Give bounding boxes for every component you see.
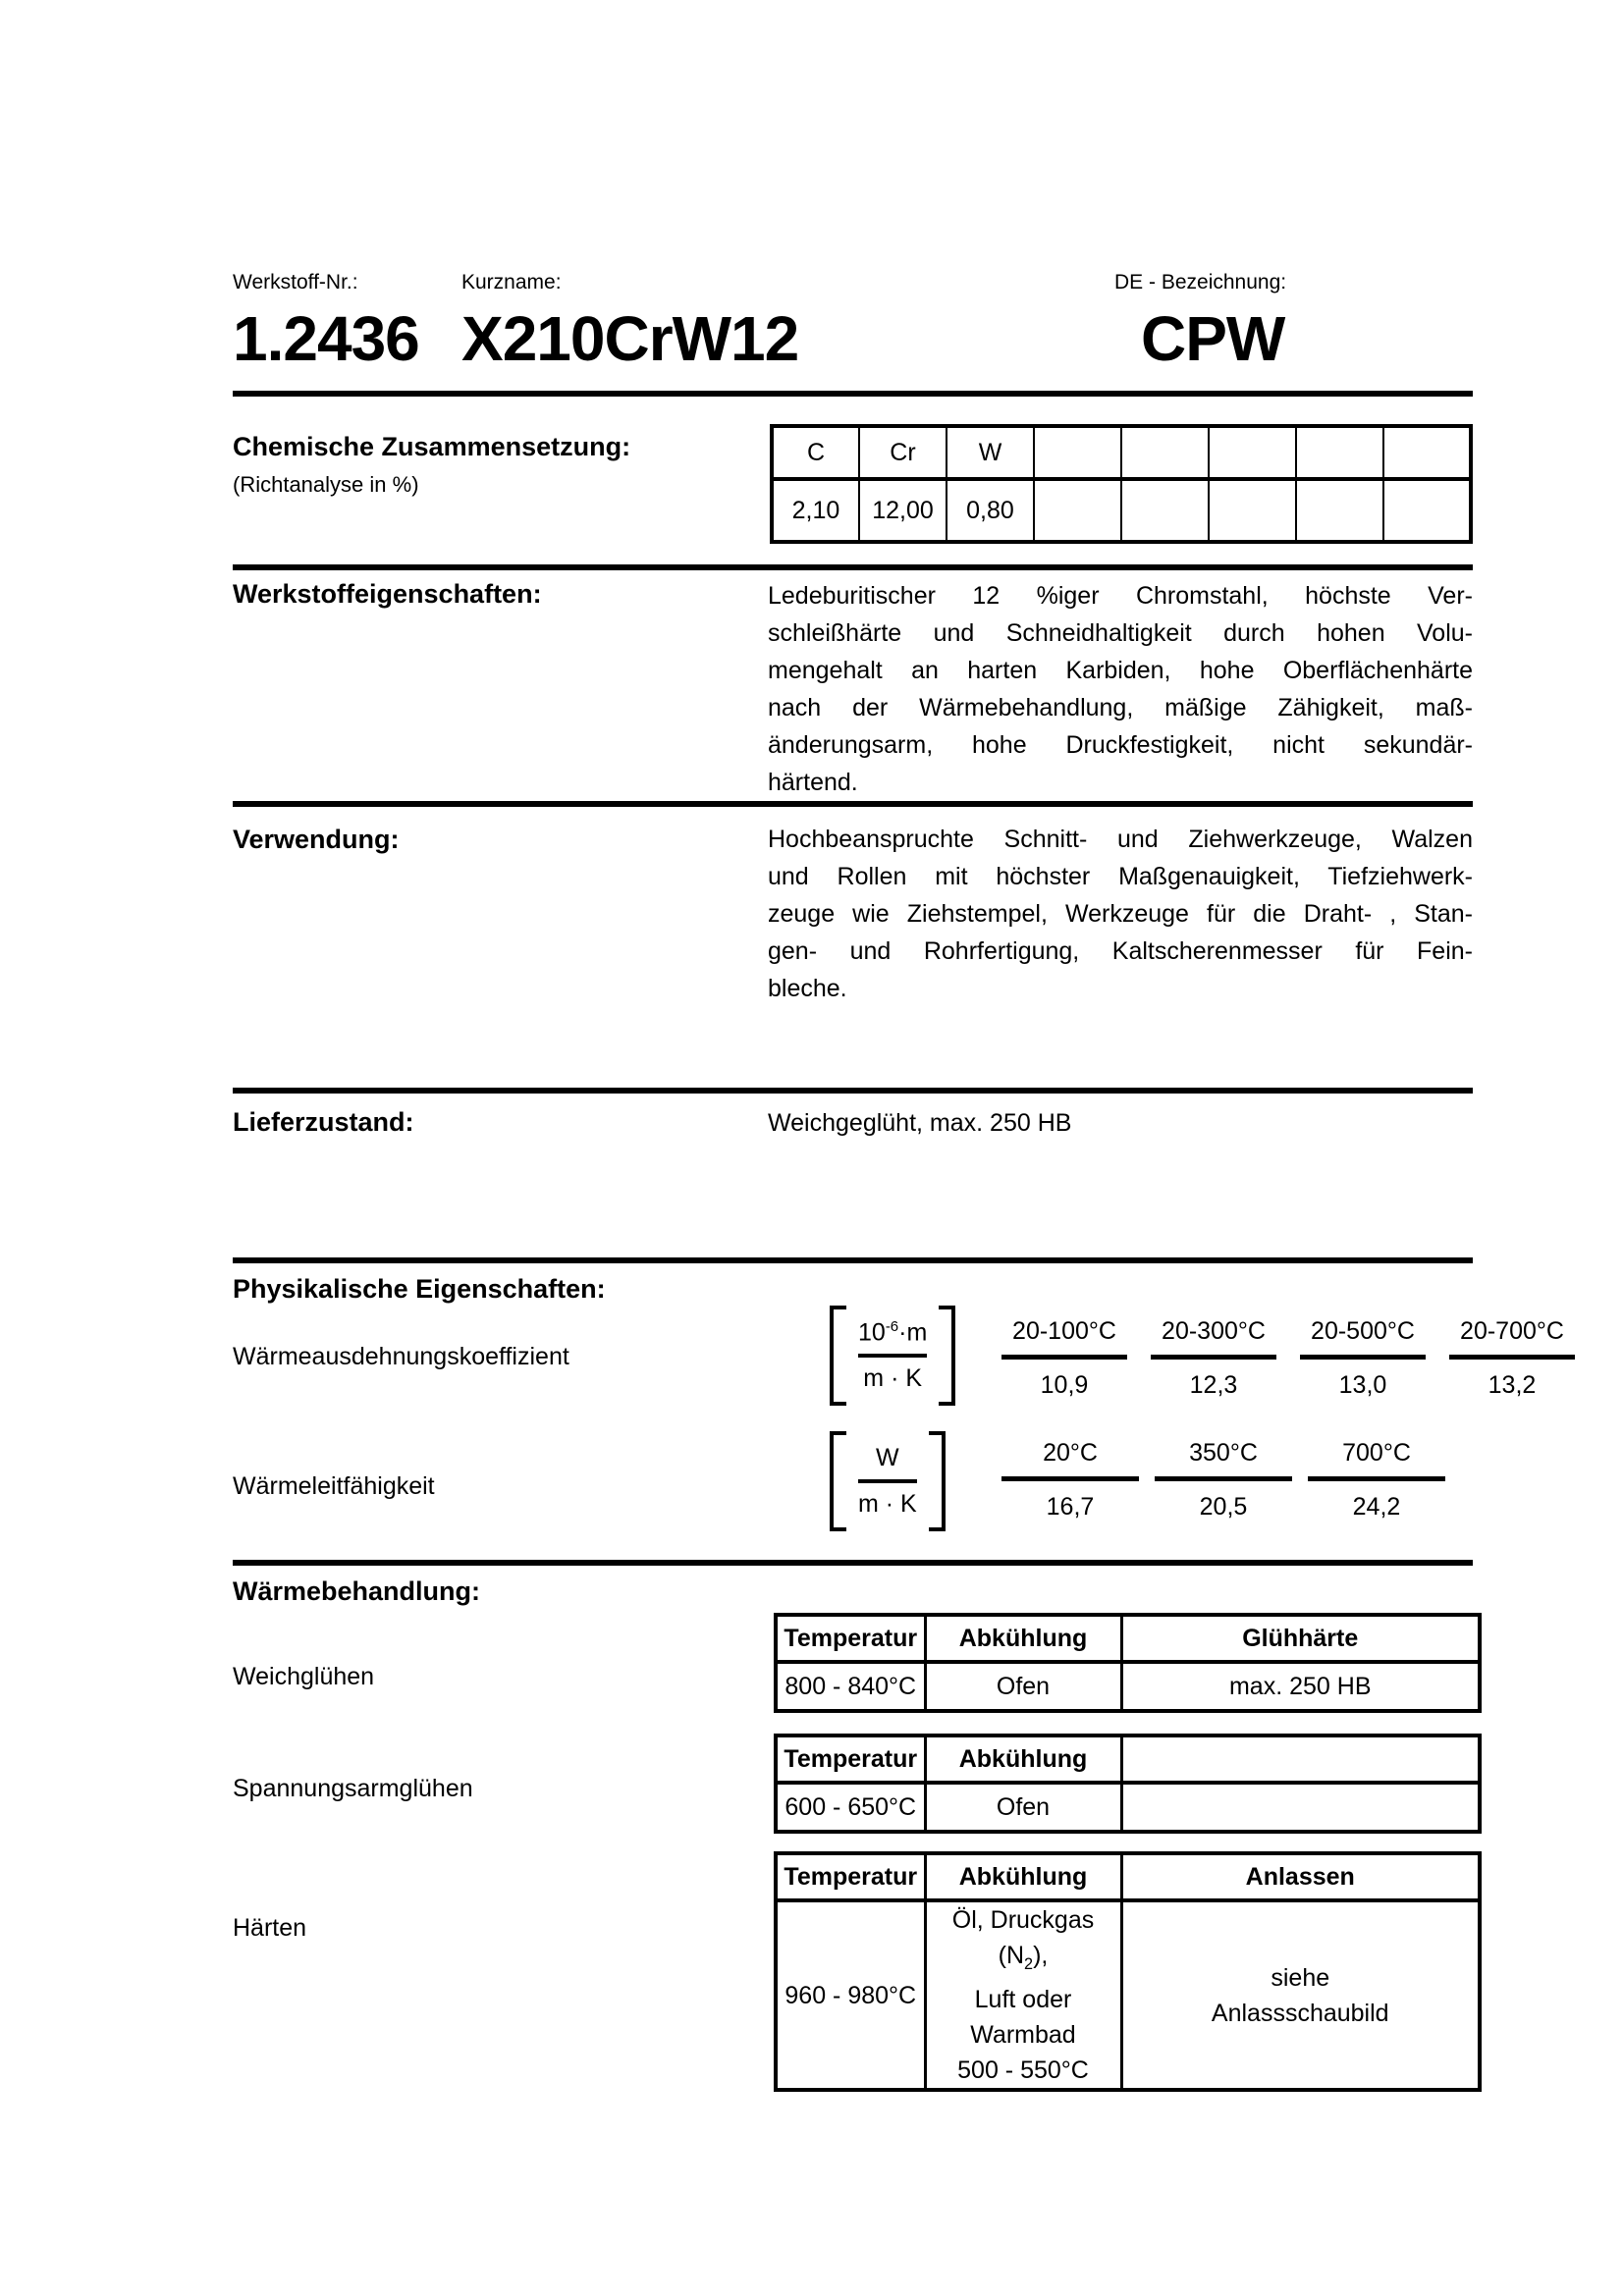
bracket-right-icon xyxy=(929,1431,946,1531)
rule-3 xyxy=(233,801,1473,807)
chem-value-cell xyxy=(1209,479,1296,542)
temp-range: 20-700°C xyxy=(1449,1317,1575,1360)
fraction-bar xyxy=(858,1354,927,1358)
col-header: Abkühlung xyxy=(925,1615,1121,1662)
header-block-bezeichnung xyxy=(1114,271,1286,375)
conductivity-value: 16,7 xyxy=(1046,1493,1095,1521)
waermebehandlung-heading: Wärmebehandlung: xyxy=(233,1576,481,1606)
chem-col-header xyxy=(1383,426,1471,479)
table-row xyxy=(776,1783,1480,1832)
chem-value-cell: 0,80 xyxy=(947,479,1034,542)
verwendung-heading: Verwendung: xyxy=(233,825,400,854)
table-row xyxy=(776,1900,1480,2090)
temp-point: 350°C xyxy=(1155,1439,1292,1481)
cooling-text: ), xyxy=(1033,1942,1049,1969)
bracket-left-icon xyxy=(830,1431,846,1531)
chem-value-cell xyxy=(1034,479,1121,542)
text-line: und Rollen mit höchster Maßgenauigkeit, Tiefziehwerk- xyxy=(768,863,1473,890)
chem-value-cell xyxy=(1383,479,1471,542)
text-line: Hochbeanspruchte Schnitt- und Ziehwerkzeuge, Walzen xyxy=(768,826,1473,853)
chem-col-header: W xyxy=(947,426,1034,479)
chem-heading: Chemische Zusammensetzung: xyxy=(233,432,631,461)
rule-2 xyxy=(233,564,1473,570)
haerten-table xyxy=(774,1851,1482,2092)
col-header: Abkühlung xyxy=(925,1853,1121,1900)
value-column xyxy=(1001,1317,1127,1400)
col-header: Temperatur xyxy=(776,1615,925,1662)
text-line: mengehalt an harten Karbiden, hohe Oberflächenhärte xyxy=(768,657,1473,684)
subscript: 2 xyxy=(1024,1955,1034,1973)
cooling-cell xyxy=(925,1900,1121,2090)
kurzname-value: X210CrW12 xyxy=(461,303,799,374)
chem-header-row xyxy=(772,426,1471,479)
werkstoffeigenschaften-heading: Werkstoffeigenschaften: xyxy=(233,579,542,609)
chem-col-header: Cr xyxy=(859,426,947,479)
header-block-werkstoff-nr xyxy=(233,271,419,375)
unit-exponent: -6 xyxy=(885,1317,899,1335)
unit-fraction xyxy=(846,1306,939,1406)
cooling-text: Öl, Druckgas (N xyxy=(951,1906,1095,1969)
verwendung-text xyxy=(768,821,1473,1007)
coefficient-value: 13,0 xyxy=(1338,1371,1387,1399)
waermeleitfaehigkeit-unit xyxy=(830,1431,946,1531)
chem-col-header: C xyxy=(772,426,859,479)
bracket-left-icon xyxy=(830,1306,846,1406)
text-line: bleche. xyxy=(768,975,847,1002)
bracket-right-icon xyxy=(939,1306,955,1406)
chem-col-header xyxy=(1034,426,1121,479)
text-line: änderungsarm, hohe Druckfestigkeit, nicht sekundär- xyxy=(768,731,1473,759)
chem-value-cell xyxy=(1121,479,1209,542)
chem-value-row xyxy=(772,479,1471,542)
chem-col-header xyxy=(1121,426,1209,479)
text-line: schleißhärte und Schneidhaltigkeit durch hohen Volu- xyxy=(768,619,1473,647)
coefficient-value: 10,9 xyxy=(1040,1371,1089,1399)
temp-range: 20-100°C xyxy=(1001,1317,1127,1360)
chem-value-cell: 12,00 xyxy=(859,479,947,542)
value-column xyxy=(1151,1317,1276,1400)
tempering-cell xyxy=(1121,1900,1480,2090)
table-header-row xyxy=(776,1735,1480,1783)
lieferzustand-value: Weichgeglüht, max. 250 HB xyxy=(768,1109,1072,1137)
value-column xyxy=(1308,1439,1445,1522)
text-line: gen- und Rohrfertigung, Kaltscherenmesser für Fein- xyxy=(768,937,1473,965)
werkstoff-nr-label: Werkstoff-Nr.: xyxy=(233,271,358,294)
rule-4 xyxy=(233,1088,1473,1094)
waermeausdehnung-label: Wärmeausdehnungskoeffizient xyxy=(233,1343,569,1370)
value-column xyxy=(1449,1317,1575,1400)
conductivity-value: 20,5 xyxy=(1199,1493,1248,1521)
lieferzustand-heading: Lieferzustand: xyxy=(233,1107,414,1137)
temp-range: 20-300°C xyxy=(1151,1317,1276,1360)
cooling-line1 xyxy=(951,1906,1095,1973)
fraction-bar xyxy=(858,1479,917,1483)
physik-heading: Physikalische Eigenschaften: xyxy=(233,1274,606,1304)
col-header xyxy=(1121,1735,1480,1783)
value-column xyxy=(1300,1317,1426,1400)
kurzname-label: Kurzname: xyxy=(461,271,562,294)
rule-6 xyxy=(233,1560,1473,1566)
coefficient-value: 12,3 xyxy=(1189,1371,1238,1399)
unit-denominator: m · K xyxy=(863,1364,923,1393)
text-line: nach der Wärmebehandlung, mäßige Zähigkeit, maß- xyxy=(768,694,1473,721)
col-header: Glühhärte xyxy=(1121,1615,1480,1662)
weichgluehen-table xyxy=(774,1613,1482,1713)
temperature-cell: 960 - 980°C xyxy=(776,1900,925,2090)
weichgluehen-label: Weichglühen xyxy=(233,1663,375,1690)
chem-col-header xyxy=(1209,426,1296,479)
unit-suffix: ·m xyxy=(898,1318,928,1347)
col-header: Temperatur xyxy=(776,1853,925,1900)
cooling-line2: Luft oder Warmbad xyxy=(970,1986,1076,2049)
tempering-line2: Anlassschaubild xyxy=(1211,1999,1389,2027)
cooling-cell: Ofen xyxy=(925,1783,1121,1832)
unit-denominator: m · K xyxy=(858,1490,917,1518)
rule-1 xyxy=(233,391,1473,397)
unit-numerator xyxy=(858,1318,927,1347)
temp-point: 700°C xyxy=(1308,1439,1445,1481)
cooling-cell: Ofen xyxy=(925,1662,1121,1711)
text-line: zeuge wie Ziehstempel, Werkzeuge für die Draht- , Stan- xyxy=(768,900,1473,928)
chem-table xyxy=(770,424,1473,544)
chem-col-header xyxy=(1296,426,1383,479)
chem-value-cell xyxy=(1296,479,1383,542)
bezeichnung-label: DE - Bezeichnung: xyxy=(1114,271,1287,294)
werkstoffeigenschaften-text xyxy=(768,577,1473,801)
unit-numerator: W xyxy=(876,1444,899,1471)
spannungsarmgluehen-label: Spannungsarmglühen xyxy=(233,1775,473,1802)
text-line: Ledeburitischer 12 %iger Chromstahl, höchste Ver- xyxy=(768,582,1473,610)
temp-point: 20°C xyxy=(1001,1439,1139,1481)
table-header-row xyxy=(776,1853,1480,1900)
col-header: Abkühlung xyxy=(925,1735,1121,1783)
hardness-cell: max. 250 HB xyxy=(1121,1662,1480,1711)
header-block-kurzname xyxy=(461,271,798,375)
temp-range: 20-500°C xyxy=(1300,1317,1426,1360)
conductivity-value: 24,2 xyxy=(1352,1493,1401,1521)
value-column xyxy=(1155,1439,1292,1522)
spannungsarmgluehen-table xyxy=(774,1734,1482,1834)
table-row xyxy=(776,1662,1480,1711)
chem-value-cell: 2,10 xyxy=(772,479,859,542)
tempering-line1: siehe xyxy=(1271,1963,1330,1992)
coefficient-value: 13,2 xyxy=(1488,1371,1537,1399)
cooling-line3: 500 - 550°C xyxy=(957,2056,1089,2084)
chem-subheading: (Richtanalyse in %) xyxy=(233,472,419,497)
unit-fraction xyxy=(846,1431,929,1531)
empty-cell xyxy=(1121,1783,1480,1832)
waermeleitfaehigkeit-values xyxy=(1001,1439,1445,1522)
rule-5 xyxy=(233,1257,1473,1263)
waermeleitfaehigkeit-label: Wärmeleitfähigkeit xyxy=(233,1472,435,1500)
col-header: Anlassen xyxy=(1121,1853,1480,1900)
text-line: härtend. xyxy=(768,769,858,796)
temperature-cell: 600 - 650°C xyxy=(776,1783,925,1832)
haerten-label: Härten xyxy=(233,1914,307,1942)
bezeichnung-value: CPW xyxy=(1141,303,1285,374)
werkstoff-nr-value: 1.2436 xyxy=(233,303,419,374)
col-header: Temperatur xyxy=(776,1735,925,1783)
waermeausdehnung-values xyxy=(1001,1317,1575,1400)
value-column xyxy=(1001,1439,1139,1522)
waermeausdehnung-unit xyxy=(830,1306,955,1406)
table-header-row xyxy=(776,1615,1480,1662)
temperature-cell: 800 - 840°C xyxy=(776,1662,925,1711)
unit-base: 10 xyxy=(858,1318,886,1347)
